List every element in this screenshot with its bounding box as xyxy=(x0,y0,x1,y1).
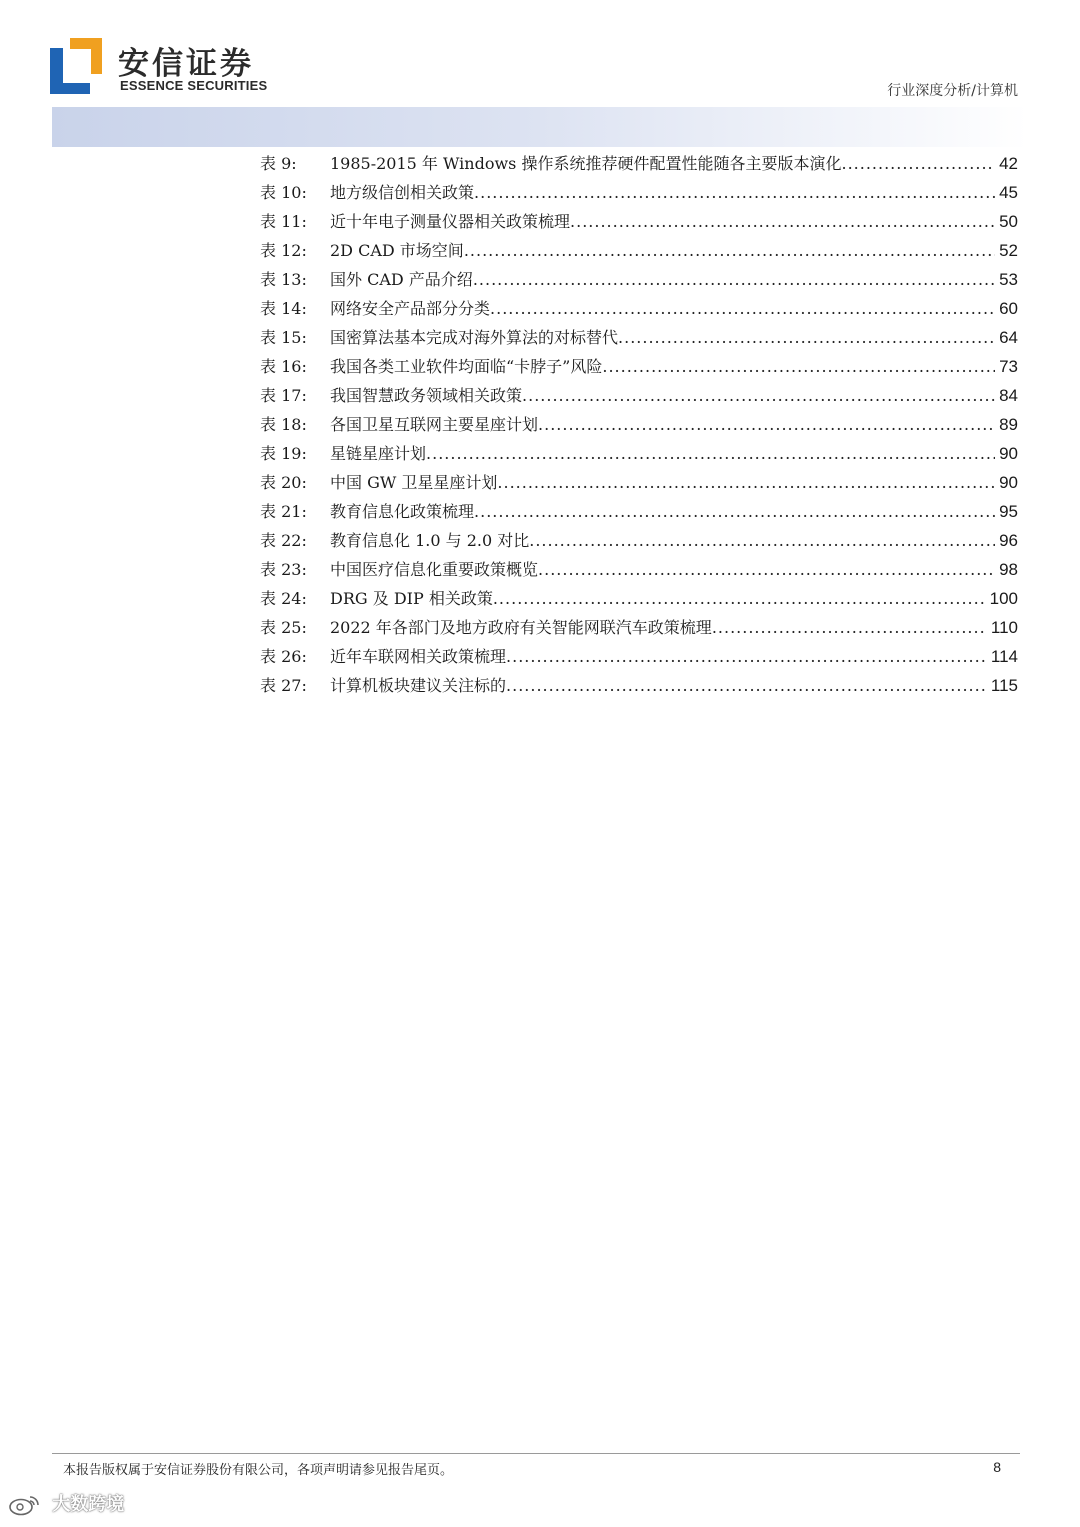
toc-entry-label: 表 23: xyxy=(260,560,307,579)
toc-entry[interactable] xyxy=(260,325,1018,354)
toc-dot-leader xyxy=(473,270,995,289)
toc-entry-page[interactable]: 98 xyxy=(999,560,1018,579)
toc-entry-page[interactable]: 73 xyxy=(999,357,1018,376)
toc-entry-page[interactable]: 115 xyxy=(990,676,1018,695)
toc-entry-label: 表 9: xyxy=(260,154,297,173)
toc-entry-page[interactable]: 42 xyxy=(999,154,1018,173)
toc-entry[interactable] xyxy=(260,354,1018,383)
toc-entry[interactable] xyxy=(260,383,1018,412)
toc-entry-label: 表 11: xyxy=(260,212,307,231)
toc-entry-label: 表 18: xyxy=(260,415,307,434)
toc-entry-label: 表 19: xyxy=(260,444,307,463)
toc-dot-leader xyxy=(570,212,995,231)
toc-dot-leader xyxy=(493,589,986,608)
toc-entry-page[interactable]: 84 xyxy=(999,386,1018,405)
toc-entry-title[interactable]: 网络安全产品部分分类 xyxy=(330,299,491,318)
toc-entry-page[interactable]: 90 xyxy=(999,473,1018,492)
watermark-text: 大数跨境 xyxy=(52,1494,125,1515)
toc-dot-leader xyxy=(618,328,995,347)
toc-dot-leader xyxy=(538,560,995,579)
toc-entry-label: 表 15: xyxy=(260,328,307,347)
toc-entry[interactable] xyxy=(260,615,1018,644)
toc-entry-label: 表 13: xyxy=(260,270,307,289)
toc-entry[interactable] xyxy=(260,499,1018,528)
toc-dot-leader xyxy=(474,183,995,202)
toc-entry-page[interactable]: 89 xyxy=(999,415,1018,434)
toc-dot-leader xyxy=(506,676,987,695)
toc-dot-leader xyxy=(712,618,987,637)
toc-entry[interactable] xyxy=(260,441,1018,470)
toc-dot-leader xyxy=(464,241,995,260)
footer-divider xyxy=(52,1453,1020,1454)
toc-dot-leader xyxy=(602,357,995,376)
toc-dot-leader xyxy=(474,502,995,521)
toc-dot-leader xyxy=(426,444,995,463)
toc-entry[interactable] xyxy=(260,412,1018,441)
table-list-toc xyxy=(260,151,1018,702)
toc-entry-title[interactable]: 星链星座计划 xyxy=(330,444,427,463)
toc-entry[interactable] xyxy=(260,296,1018,325)
toc-entry-title[interactable]: 近十年电子测量仪器相关政策梳理 xyxy=(330,212,571,231)
toc-entry[interactable] xyxy=(260,470,1018,499)
toc-entry-page[interactable]: 50 xyxy=(999,212,1018,231)
report-category: 行业深度分析/计算机 xyxy=(887,83,1018,99)
toc-entry-label: 表 10: xyxy=(260,183,307,202)
toc-entry-page[interactable]: 96 xyxy=(999,531,1018,550)
toc-entry[interactable] xyxy=(260,180,1018,209)
toc-entry[interactable] xyxy=(260,673,1018,702)
toc-entry-title[interactable]: 中国 GW 卫星星座计划 xyxy=(330,473,498,492)
brand-name-cn: 安信证券 xyxy=(118,46,254,82)
toc-entry-label: 表 14: xyxy=(260,299,307,318)
toc-dot-leader xyxy=(490,299,995,318)
brand-name-en: ESSENCE SECURITIES xyxy=(120,78,268,93)
toc-entry-page[interactable]: 60 xyxy=(999,299,1018,318)
toc-entry-title[interactable]: 我国智慧政务领域相关政策 xyxy=(330,386,523,405)
toc-entry-page[interactable]: 90 xyxy=(999,444,1018,463)
toc-entry-label: 表 20: xyxy=(260,473,307,492)
toc-entry-label: 表 12: xyxy=(260,241,307,260)
toc-entry-title[interactable]: 教育信息化 1.0 与 2.0 对比 xyxy=(330,531,530,550)
page-number: 8 xyxy=(993,1459,1001,1475)
toc-entry-label: 表 24: xyxy=(260,589,307,608)
copyright-disclaimer: 本报告版权属于安信证券股份有限公司，各项声明请参见报告尾页。 xyxy=(63,1463,454,1478)
toc-entry[interactable] xyxy=(260,209,1018,238)
toc-entry-title[interactable]: 近年车联网相关政策梳理 xyxy=(330,647,507,666)
toc-dot-leader xyxy=(529,531,995,550)
toc-entry-page[interactable]: 110 xyxy=(990,618,1018,637)
toc-entry-page[interactable]: 52 xyxy=(999,241,1018,260)
toc-dot-leader xyxy=(538,415,995,434)
toc-entry-title[interactable]: 各国卫星互联网主要星座计划 xyxy=(330,415,539,434)
toc-entry-title[interactable]: 中国医疗信息化重要政策概览 xyxy=(330,560,539,579)
toc-entry[interactable] xyxy=(260,238,1018,267)
toc-entry-title[interactable]: 教育信息化政策梳理 xyxy=(330,502,475,521)
toc-dot-leader xyxy=(497,473,995,492)
toc-entry-page[interactable]: 100 xyxy=(989,589,1018,608)
toc-entry-page[interactable]: 114 xyxy=(990,647,1018,666)
toc-dot-leader xyxy=(506,647,987,666)
toc-entry-title[interactable]: 我国各类工业软件均面临“卡脖子”风险 xyxy=(330,357,603,376)
toc-entry-label: 表 17: xyxy=(260,386,307,405)
toc-entry-page[interactable]: 53 xyxy=(999,270,1018,289)
toc-entry-page[interactable]: 45 xyxy=(999,183,1018,202)
toc-entry-label: 表 16: xyxy=(260,357,307,376)
toc-entry[interactable] xyxy=(260,644,1018,673)
toc-entry-title[interactable]: 1985-2015 年 Windows 操作系统推荐硬件配置性能随各主要版本演化 xyxy=(330,154,842,173)
toc-entry[interactable] xyxy=(260,586,1018,615)
toc-entry-page[interactable]: 64 xyxy=(999,328,1018,347)
toc-entry-label: 表 26: xyxy=(260,647,307,666)
toc-entry-title[interactable]: 2022 年各部门及地方政府有关智能网联汽车政策梳理 xyxy=(330,618,712,637)
toc-dot-leader xyxy=(522,386,995,405)
toc-entry[interactable] xyxy=(260,151,1018,180)
toc-entry-label: 表 22: xyxy=(260,531,307,550)
header-band xyxy=(52,107,1028,147)
toc-entry[interactable] xyxy=(260,267,1018,296)
toc-entry[interactable] xyxy=(260,557,1018,586)
toc-dot-leader xyxy=(841,154,995,173)
watermark xyxy=(8,1490,124,1516)
toc-entry-title[interactable]: 国外 CAD 产品介绍 xyxy=(330,270,473,289)
toc-entry-title[interactable]: DRG 及 DIP 相关政策 xyxy=(330,589,493,608)
weibo-style-watermark-icon xyxy=(8,1494,42,1516)
toc-entry-label: 表 27: xyxy=(260,676,307,695)
toc-entry-page[interactable]: 95 xyxy=(999,502,1018,521)
toc-entry-label: 表 21: xyxy=(260,502,307,521)
toc-entry-title[interactable]: 国密算法基本完成对海外算法的对标替代 xyxy=(330,328,619,347)
toc-entry-title[interactable]: 计算机板块建议关注标的 xyxy=(330,676,507,695)
toc-entry-title[interactable]: 2D CAD 市场空间 xyxy=(330,241,464,260)
toc-entry-label: 表 25: xyxy=(260,618,307,637)
toc-entry-title[interactable]: 地方级信创相关政策 xyxy=(330,183,475,202)
essence-securities-logo-icon xyxy=(50,38,102,94)
toc-entry[interactable] xyxy=(260,528,1018,557)
